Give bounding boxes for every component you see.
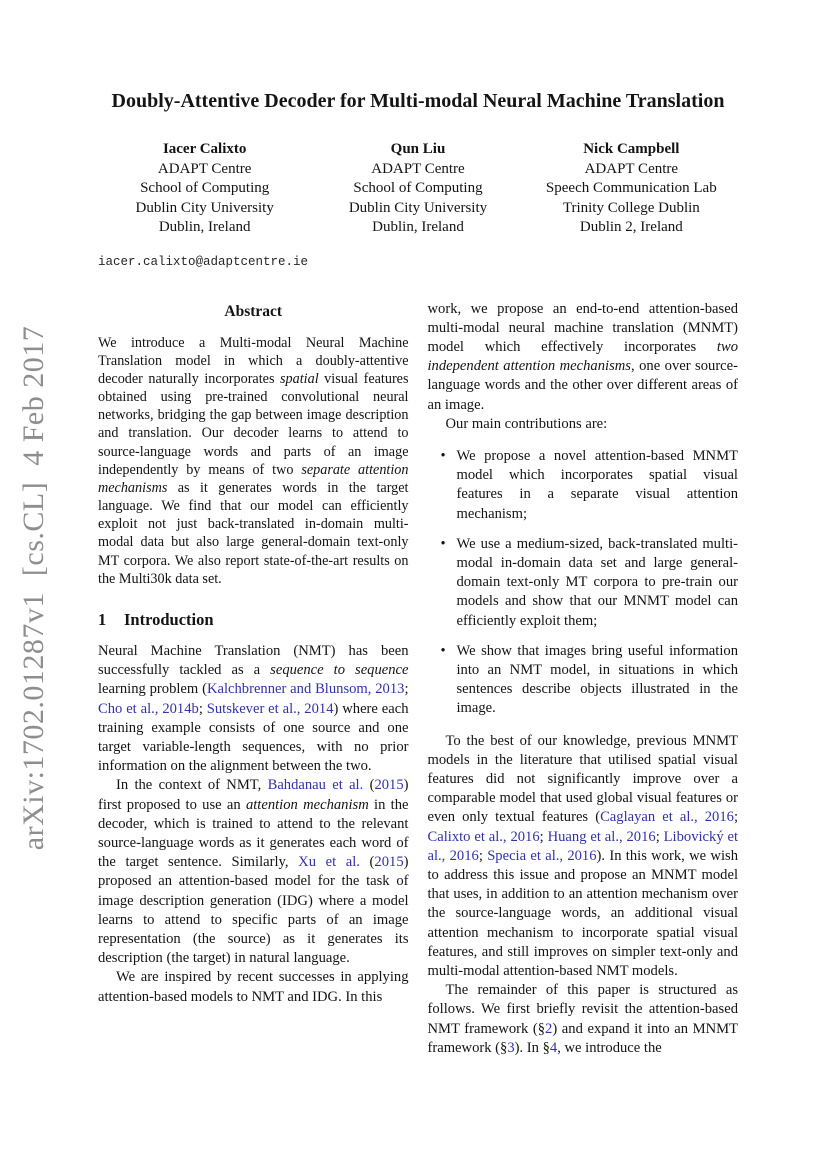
author-affiliation-line: Trinity College Dublin	[562, 199, 700, 216]
paragraph: To the best of our knowledge, previous MNMT models in the literature that utilised spatial visual features did not significantly improve over a comparable model that used global visual features or even only textual features (Caglayan et al., 2016; Calixto et al., 2016; Huang et al., 2016; Libovický et al., 2016; Specia et al., 2016). In this work, we wish to address this issue and propose an MNMT model that uses, in addition to an attention mechanism over the source-language words, an additional visual attention mechanism to incorporate spatial visual features, and still improves on simpler text-only and multi-modal attention-based NMT models.	[427, 732, 739, 979]
citation-link[interactable]: 4	[549, 1039, 558, 1056]
author-affiliation-line: ADAPT Centre	[371, 160, 465, 177]
bullet-icon: •	[440, 642, 446, 659]
author	[98, 140, 311, 238]
bullet-item: • We use a medium-sized, back-translated multi-modal in-domain data set and large general-domain text-only MT corpora to pre-train our models and show that our MNMT model can efficiently exploit them;	[440, 535, 738, 629]
italic-text: attention mechanism	[245, 796, 369, 813]
paper-title: Doubly-Attentive Decoder for Multi-modal Neural Machine Translation	[111, 90, 725, 112]
author-name: Qun Liu	[390, 141, 446, 157]
column-right	[428, 300, 739, 1059]
author-affiliation-line: Dublin, Ireland	[158, 219, 251, 235]
abstract-paragraph: We introduce a Multi-modal Neural Machine Translation model in which a doubly-attentive decoder naturally incorporates spatial visual features obtained using pre-trained convolutional neural networks, bridging the gap between image description and translation. Our decoder learns to attend to source-language words and parts of an image independently by means of two separate attention mechanisms as it generates words in the target language. We find that our model can efficiently exploit not just back-translated in-domain multi-modal data but also large general-domain text-only MT corpora. We also report state-of-the-art results on the Multi30k data set.	[98, 334, 409, 587]
two-column-body	[98, 300, 738, 1059]
citation-link[interactable]: Bahdanau et al.	[267, 777, 364, 794]
section-heading	[98, 609, 409, 631]
bullet-icon: •	[440, 535, 446, 552]
author-affiliation-line: Dublin, Ireland	[372, 219, 464, 235]
citation-link[interactable]: Calixto et al., 2016	[427, 828, 540, 845]
author	[525, 140, 738, 238]
author-affiliation-line: Dublin City University	[135, 199, 274, 216]
bullet-list	[428, 447, 739, 719]
paragraph: In the context of NMT, Bahdanau et al. (2015) first proposed to use an attention mechanism in the decoder, which is trained to attend to the relevant source-language words as it generates each word of the target sentence. Similarly, Xu et al. (2015) proposed an attention-based model for the task of image description generation (IDG) where a model learns to attend to specific parts of an image representation (the source) as it generates its description (the target) in natural language.	[98, 777, 409, 967]
paragraph: Our main contributions are:	[445, 415, 608, 432]
paragraph: The remainder of this paper is structured as follows. We first briefly revisit the attention-based NMT framework (§2) and expand it into an MNMT framework (§3). In §4, we introduce the	[427, 982, 738, 1056]
citation-link[interactable]: Cho et al., 2014b	[98, 700, 199, 717]
citation-link[interactable]: Sutskever et al., 2014	[206, 700, 334, 717]
citation-link[interactable]: 2015	[374, 777, 404, 794]
column-left	[98, 300, 409, 1059]
author-name: Iacer Calixto	[162, 141, 247, 157]
abstract-heading: Abstract	[224, 302, 283, 320]
citation-link[interactable]: Specia et al., 2016	[487, 847, 597, 864]
author-affiliation-line: ADAPT Centre	[157, 160, 252, 177]
paragraph: Neural Machine Translation (NMT) has been successfully tackled as a sequence to sequence learning problem (Kalchbrenner and Blunsom, 2013; Cho et al., 2014b; Sutskever et al., 2014) where each training example consists of one source and one target variable-length sequences, with no prior information on the alignment between the two.	[98, 642, 409, 775]
italic-text: sequence to sequence	[270, 662, 409, 679]
bullet-icon: •	[440, 447, 446, 464]
author	[311, 140, 524, 238]
italic-text: two independent attention mechanisms	[427, 338, 738, 375]
paper-content	[98, 0, 738, 1058]
author-block	[98, 140, 738, 238]
author-affiliation-line: ADAPT Centre	[584, 160, 679, 177]
watermark-arxiv-id: arXiv:1702.01287v1 [cs.CL] 4 Feb 2017	[17, 325, 50, 851]
email-address: iacer.calixto@adaptcentre.ie	[98, 254, 309, 269]
bullet-item: • We propose a novel attention-based MNMT model which incorporates spatial visual features in a separate visual attention mechanism;	[440, 447, 738, 522]
author-affiliation-line: School of Computing	[140, 180, 270, 196]
citation-link[interactable]: Xu et al.	[298, 854, 360, 871]
section-title: Introduction	[124, 609, 214, 629]
paragraph: work, we propose an end-to-end attention-based multi-modal neural machine translation (MNMT) model which effectively incorporates two independent attention mechanisms, one over source-language words and the other over different areas of an image.	[427, 300, 738, 413]
citation-link[interactable]: 2015	[374, 854, 404, 871]
citation-link[interactable]: 2	[545, 1020, 553, 1037]
italic-text: spatial	[280, 371, 319, 388]
author-affiliation-line: Dublin 2, Ireland	[579, 219, 683, 235]
author-name: Nick Campbell	[583, 141, 680, 157]
citation-link[interactable]: Kalchbrenner and Blunsom, 2013	[206, 681, 405, 698]
italic-text: separate attention mechanisms	[98, 461, 409, 496]
citation-link[interactable]: Libovický et al., 2016	[427, 828, 739, 864]
citation-link[interactable]: Caglayan et al., 2016	[600, 809, 734, 826]
paragraph: We are inspired by recent successes in applying attention-based models to NMT and IDG. In this	[98, 969, 409, 1005]
citation-link[interactable]: Huang et al., 2016	[547, 828, 656, 845]
citation-link[interactable]: 3	[507, 1039, 515, 1056]
section-number: 1	[98, 609, 107, 629]
author-affiliation-line: School of Computing	[353, 180, 483, 196]
author-affiliation-line: Speech Communication Lab	[545, 180, 717, 196]
bullet-item: • We show that images bring useful information into an NMT model, in situations in which sentences describe objects illustrated in the image.	[440, 642, 738, 717]
author-affiliation-line: Dublin City University	[348, 199, 488, 216]
